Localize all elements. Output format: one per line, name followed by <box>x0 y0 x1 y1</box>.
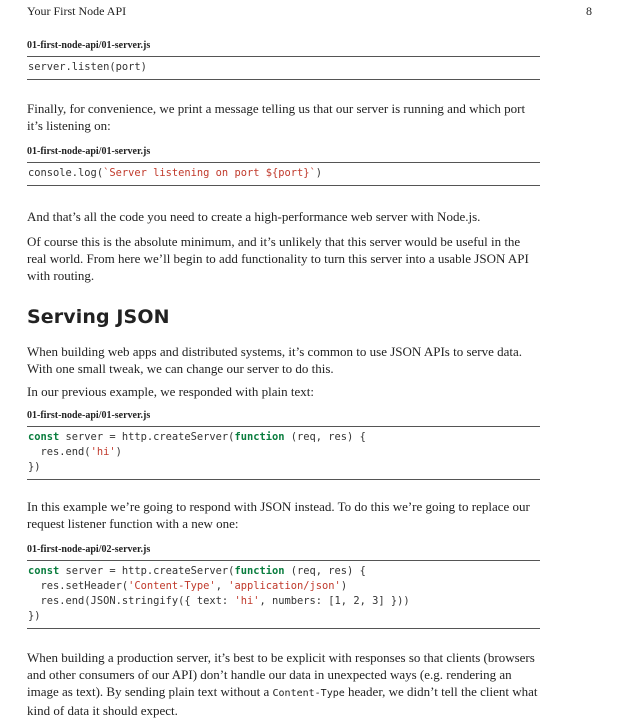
code-caption: 01-first-node-api/01-server.js <box>27 40 151 51</box>
page-number: 8 <box>586 4 592 18</box>
code-line: res.setHeader('Content-Type', 'application/json') <box>28 580 348 592</box>
code-block <box>27 426 540 480</box>
code-line: console.log(`Server listening on port ${port}`) <box>28 167 323 179</box>
paragraph: In this example we’re going to respond with JSON instead. To do this we’re going to replace our request listener function with a new one: <box>27 499 530 531</box>
code-caption: 01-first-node-api/02-server.js <box>27 544 151 555</box>
code-caption: 01-first-node-api/01-server.js <box>27 146 151 157</box>
code-line: res.end(JSON.stringify({ text: 'hi', numbers: [1, 2, 3] })) <box>28 595 410 607</box>
paragraph: When building web apps and distributed systems, it’s common to use JSON APIs to serve data. With one small tweak, we can change our server to do this. <box>27 344 523 376</box>
code-line: }) <box>28 461 41 473</box>
running-header <box>27 4 592 19</box>
code-line: server.listen(port) <box>28 61 147 73</box>
chapter-title: Your First Node API <box>27 4 127 18</box>
code-caption: 01-first-node-api/01-server.js <box>27 410 151 421</box>
code-line: const server = http.createServer(function (req, res) { <box>28 431 366 443</box>
paragraph: In our previous example, we responded with plain text: <box>27 384 315 399</box>
page-content <box>27 40 540 719</box>
paragraph: Finally, for convenience, we print a message telling us that our server is running and which port it’s listening on: <box>27 101 526 133</box>
paragraph: Of course this is the absolute minimum, and it’s unlikely that this server would be useful in the real world. From here we’ll begin to add functionality to turn this server into a usable JSON API with routing. <box>27 234 529 283</box>
paragraph: And that’s all the code you need to create a high-performance web server with Node.js. <box>27 209 481 224</box>
section-heading: Serving JSON <box>27 306 170 328</box>
code-line: res.end('hi') <box>28 446 122 458</box>
code-block <box>27 162 540 186</box>
inline-code: Content-Type <box>272 688 345 699</box>
code-block <box>27 560 540 629</box>
code-line: const server = http.createServer(function (req, res) { <box>28 565 366 577</box>
code-line: }) <box>28 610 41 622</box>
code-block <box>27 56 540 80</box>
paragraph: When building a production server, it’s best to be explicit with responses so that clients (browsers and other consumers of our API) don’t handle our data in unexpected ways (e.g. rendering an image as text). By sending plain text without a Content-Type header, we didn’t tell the client what kind of data it should expect. <box>27 650 538 718</box>
